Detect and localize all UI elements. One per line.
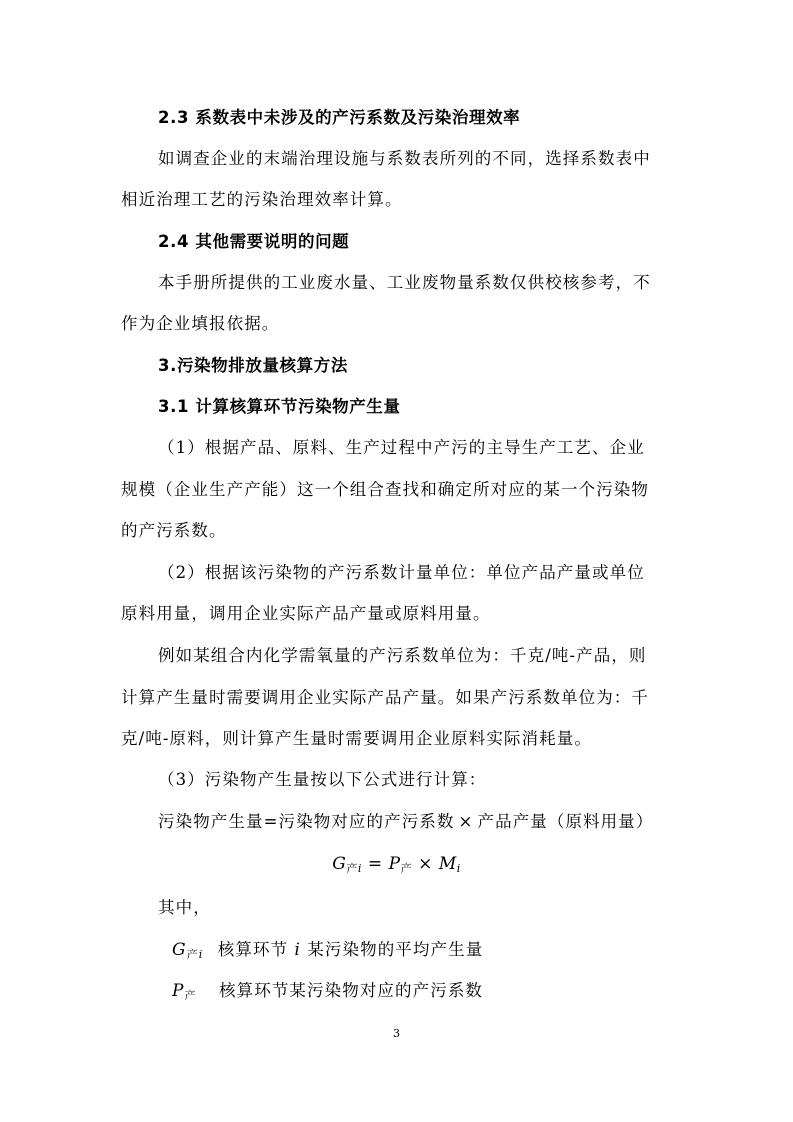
def-symbol-g: $G_产i$ (172, 940, 204, 961)
page-number: 3 (393, 1027, 400, 1040)
formula-text (158, 810, 653, 834)
formula-m: M (438, 854, 457, 874)
list-item-3: （3）污染物产生量按以下公式进行计算： (158, 770, 487, 789)
heading-2-4: 2.4 其他需要说明的问题 (158, 232, 350, 251)
heading-3-1: 3.1 计算核算环节污染物产生量 (158, 397, 401, 416)
list-item-2-line: （2）根据该污染物的产污系数计量单位：单位产品产量或单位 (158, 563, 645, 582)
def-p-text: 核算环节某污染物对应的产污系数 (219, 981, 484, 1000)
paragraph-line: 作为企业填报依据。 (121, 314, 280, 333)
def-g-text-after: 某污染物的平均产生量 (307, 940, 484, 959)
list-item-1-line: （1）根据产品、原料、生产过程中产污的主导生产工艺、企业 (158, 438, 645, 457)
paragraph-line: 本手册所提供的工业废水量、工业废物量系数仅供校核参考，不 (158, 273, 651, 292)
definition-g (172, 938, 483, 967)
def-symbol-p: $P_产$ (172, 981, 197, 1002)
list-item-1-line: 的产污系数。 (121, 521, 227, 540)
def-g-text-before: 核算环节 (217, 940, 289, 959)
formula-text-left: 污染物产生量=污染物对应的产污系数 (158, 812, 455, 831)
list-item-1-line: 规模（企业生产产能）这一个组合查找和确定所对应的某一个污染物 (121, 480, 649, 499)
where-label: 其中， (158, 898, 211, 917)
formula-text-right: 产品产量（原料用量） (477, 812, 654, 831)
paragraph-line: 如调查企业的末端治理设施与系数表所列的不同，选择系数表中 (158, 149, 651, 168)
formula-g-sub: 产 (346, 862, 358, 875)
formula (0, 852, 793, 881)
formula-g-sub-i: i (357, 862, 362, 875)
def-g-var: i (294, 940, 301, 959)
paragraph-line: 相近治理工艺的污染治理效率计算。 (121, 190, 403, 209)
list-item-2-line: 原料用量，调用企业实际产品产量或原料用量。 (121, 604, 491, 623)
example-line: 例如某组合内化学需氧量的产污系数单位为：千克/吨-产品，则 (158, 646, 647, 665)
formula-p: P (388, 854, 401, 874)
formula-g: G (332, 854, 347, 874)
formula-equals: = (367, 854, 383, 874)
example-line: 计算产生量时需要调用企业实际产品产量。如果产污系数单位为：千 (121, 688, 649, 707)
formula-m-sub-i: i (456, 862, 461, 875)
example-line: 克/吨-原料，则计算产生量时需要调用企业原料实际消耗量。 (121, 729, 592, 748)
heading-2-3: 2.3 系数表中未涉及的产污系数及污染治理效率 (158, 108, 521, 127)
formula-text-times: × (458, 812, 474, 831)
formula-times: × (418, 854, 433, 874)
heading-3: 3.污染物排放量核算方法 (158, 356, 348, 375)
definition-p (172, 979, 483, 1008)
formula-p-sub: 产 (400, 862, 413, 875)
